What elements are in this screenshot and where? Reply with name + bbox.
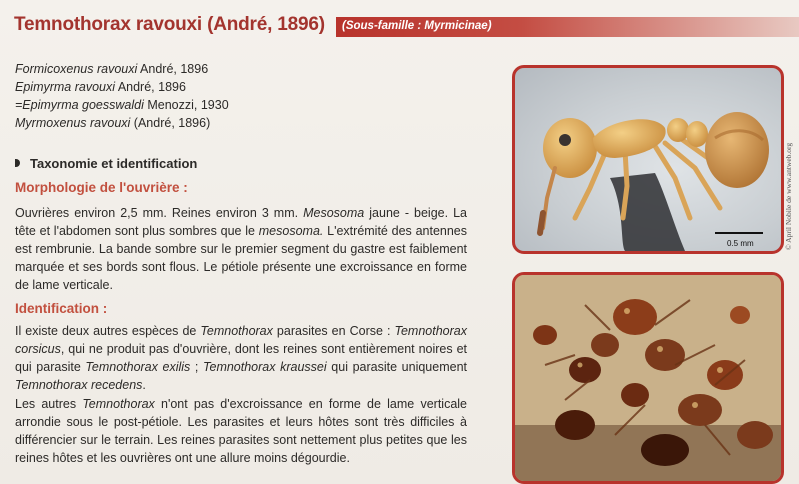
- morphology-paragraph: Ouvrières environ 2,5 mm. Reines environ 3 mm. Mesosoma jaune - beige. La tête et l'abdomen sont plus sombres que le mesosoma. L'extrémité des antennes est rembrunie. La bande sombre sur le premier segment du gastre est faiblement marquée et ses bords sont flous. Le pétiole présente une excroissance en forme de lame verticale.: [15, 206, 468, 292]
- scale-bar-label: 0.5 mm: [727, 239, 754, 248]
- bullet-icon: [15, 159, 20, 167]
- photo-credit: © April Nobile de www.antweb.org: [784, 142, 793, 250]
- synonym-item: =Epimyrma goesswaldi Menozzi, 1930: [15, 98, 229, 112]
- synonym-item: Epimyrma ravouxi André, 1896: [15, 80, 186, 94]
- specimen-photo: [512, 65, 784, 254]
- colony-photo: [512, 272, 784, 484]
- identification-heading: Identification :: [15, 301, 108, 316]
- synonym-item: Myrmoxenus ravouxi (André, 1896): [15, 116, 211, 130]
- section-heading: Taxonomie et identification: [15, 156, 197, 171]
- subfamily-label: (Sous-famille : Myrmicinae): [342, 20, 492, 32]
- synonym-list: [15, 60, 229, 132]
- synonym-item: Formicoxenus ravouxi André, 1896: [15, 62, 209, 76]
- identification-paragraph: Il existe deux autres espèces de Temnothorax parasites en Corse : Temnothorax corsicus, qui ne produit pas d'ouvrière, dont les reines sont entièrement noires et qui parasite Temnothorax exilis ; Temnothorax kraussei qui parasite uniquement Temnothorax recedens.: [15, 324, 467, 392]
- comparison-paragraph: Les autres Temnothorax n'ont pas d'excroissance en forme de lame verticale arrondie sous le post-pétiole. Les parasites et leurs hôtes sont très difficiles à différencier sur le terrain. Les reines parasites sont nettement plus petites que les reines hôtes et les ouvrières ont une allure moins dégourdie.: [15, 397, 468, 465]
- subfamily-banner: [336, 17, 799, 37]
- title-row: [14, 12, 799, 40]
- species-title: Temnothorax ravouxi (André, 1896): [14, 14, 325, 35]
- morphology-heading: Morphologie de l'ouvrière :: [15, 180, 188, 195]
